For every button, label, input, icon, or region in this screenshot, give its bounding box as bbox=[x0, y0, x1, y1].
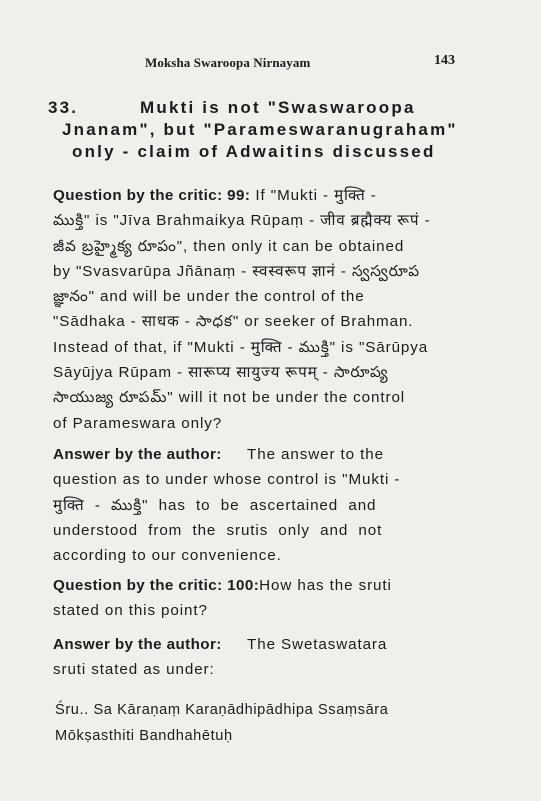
chapter-title-line-3: only - claim of Adwaitins discussed bbox=[72, 142, 436, 161]
answer-99-label: Answer by the author: bbox=[53, 446, 222, 463]
question-99-label: Question by the critic: 99: bbox=[53, 187, 251, 204]
answer-100-label: Answer by the author: bbox=[53, 636, 222, 653]
question-99-line: ముక్తి" is "Jīva Brahmaikya Rūpaṃ - जीव ब्रह्मैक्य रूपं - bbox=[53, 212, 431, 230]
question-99-line: "Sādhaka - साधक - సాధక" or seeker of Brahman. bbox=[53, 313, 414, 331]
question-99-line: Instead of that, if "Mukti - मुक्ति - ముక్తి" is "Sārūpya bbox=[53, 338, 429, 356]
page-number: 143 bbox=[434, 53, 455, 68]
question-100-line: stated on this point? bbox=[53, 602, 208, 620]
question-99-line: జ్ఞానం" and will be under the control of the bbox=[53, 288, 365, 306]
answer-99-line: The answer to the bbox=[221, 446, 384, 463]
chapter-title-line-2: Jnanam", but "Parameswaranugraham" bbox=[62, 120, 458, 139]
question-99-line: of Parameswara only? bbox=[53, 414, 223, 432]
sruti-quote-line-1: Śru.. Sa Kāraṇaṃ Karaṇādhipādhipa Ssaṃsāra bbox=[55, 702, 389, 718]
question-99-line: Sāyūjya Rūpam - सारूप्य सायुज्य रूपम् - సారూప్య bbox=[53, 364, 389, 382]
question-99-line: జీవ బ్రహ్మైక్య రూపం", then only it can be obtained bbox=[53, 237, 405, 255]
answer-99 bbox=[53, 442, 469, 568]
chapter-heading bbox=[48, 97, 468, 163]
question-99-line: by "Svasvarūpa Jñānaṃ - स्वस्वरूप ज्ञानं - స్వస్వరూప bbox=[53, 262, 420, 280]
chapter-title-line-1: Mukti is not "Swaswaroopa bbox=[140, 98, 416, 117]
chapter-number: 33. bbox=[48, 98, 79, 117]
sruti-quote-line-2: Mōkṣasthiti Bandhahētuḥ bbox=[55, 728, 233, 744]
answer-99-line: understood from the srutis only and not bbox=[53, 521, 383, 539]
answer-100-line: sruti stated as under: bbox=[53, 661, 215, 679]
question-99-line: If "Mukti - मुक्ति - bbox=[250, 187, 377, 204]
answer-99-line: question as to under whose control is "Mukti - bbox=[53, 471, 401, 489]
question-100 bbox=[53, 573, 469, 624]
question-100-label: Question by the critic: 100: bbox=[53, 577, 260, 594]
question-99 bbox=[53, 183, 469, 436]
question-100-line: How has the sruti bbox=[259, 577, 392, 594]
sruti-quote bbox=[55, 697, 495, 749]
answer-99-line: मुक्ति - ముక్తి" has to be ascertained and bbox=[53, 496, 377, 514]
question-99-line: సాయుజ్య రూపమ్" will it not be under the control bbox=[53, 389, 406, 407]
answer-99-line: according to our convenience. bbox=[53, 547, 282, 565]
answer-100 bbox=[53, 632, 469, 683]
running-title: Moksha Swaroopa Nirnayam bbox=[145, 55, 311, 70]
answer-100-line: The Swetaswatara bbox=[221, 636, 388, 653]
